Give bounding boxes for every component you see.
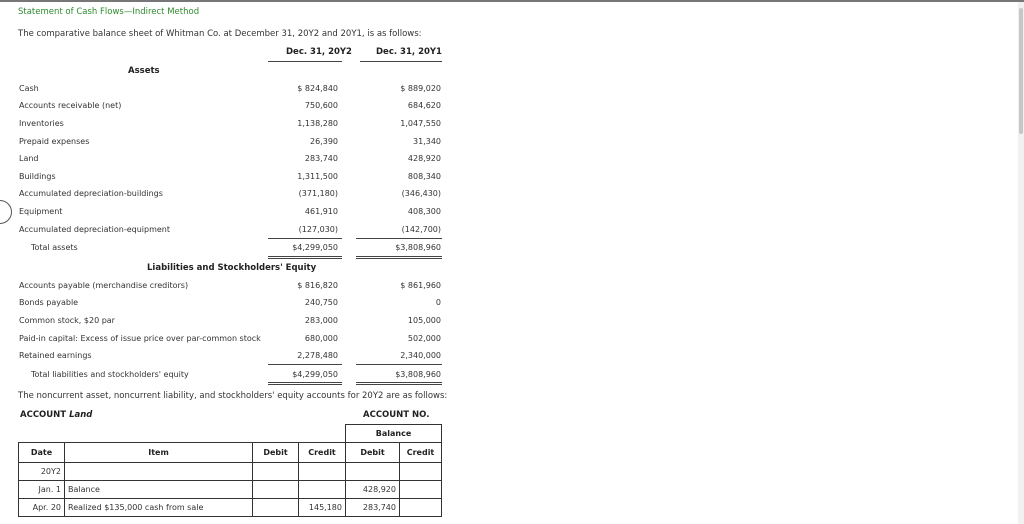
asset-value-y1: (142,700) (401, 225, 441, 234)
account-title (20, 410, 92, 420)
total-double-line-y2b (268, 258, 342, 259)
asset-value-y2: 750,600 (304, 101, 338, 110)
liability-value-y2: $ 816,820 (297, 281, 338, 290)
assets-title: Assets (128, 66, 160, 76)
account-name: Land (69, 410, 93, 420)
total-double-line-y1 (356, 256, 442, 257)
asset-value-y1: 408,300 (407, 207, 441, 216)
asset-label: Equipment (19, 207, 63, 216)
credit-cell: 145,180 (299, 499, 346, 517)
bal-debit-cell (346, 463, 400, 481)
scrollbar-thumb[interactable] (1019, 8, 1023, 134)
liability-value-y2: 240,750 (304, 298, 338, 307)
asset-value-y1: $ 889,020 (400, 84, 441, 93)
asset-label: Prepaid expenses (19, 137, 90, 146)
liability-value-y2: 2,278,480 (297, 351, 338, 360)
intro-text: The comparative balance sheet of Whitman Co. at December 31, 20Y2 and 20Y1, is as follows: (18, 29, 422, 39)
credit-header: Credit (299, 443, 346, 463)
asset-value-y2: (371,180) (298, 189, 338, 198)
asset-value-y2: 283,740 (304, 154, 338, 163)
account-number-label: ACCOUNT NO. (363, 410, 430, 420)
col-header-y1: Dec. 31, 20Y1 (376, 47, 442, 57)
total-liab-double-line-y2b (268, 384, 342, 385)
liability-value-y1: 0 (435, 298, 441, 307)
item-cell: Balance (65, 481, 253, 499)
date-cell: Apr. 20 (19, 499, 65, 517)
total-liab-y1: $3,808,960 (395, 370, 441, 379)
total-liab-double-line-y1b (356, 384, 442, 385)
col-header-y1-underline (360, 61, 442, 62)
date-header: Date (19, 443, 65, 463)
asset-value-y1: 1,047,550 (400, 119, 441, 128)
liability-label: Bonds payable (19, 298, 79, 307)
total-assets-y2: $4,299,050 (292, 243, 338, 252)
asset-value-y1: (346,430) (401, 189, 441, 198)
total-liab-double-line-y2 (268, 382, 342, 383)
liability-value-y1: 105,000 (407, 316, 441, 325)
total-assets-label: Total assets (31, 243, 78, 252)
asset-label: Accounts receivable (net) (19, 101, 122, 110)
page-heading: Statement of Cash Flows—Indirect Method (18, 7, 200, 17)
balance-debit-header: Debit (346, 443, 400, 463)
liability-value-y1: 502,000 (407, 334, 441, 343)
asset-value-y2: 461,910 (304, 207, 338, 216)
asset-value-y2: $ 824,840 (297, 84, 338, 93)
ledger-table (18, 424, 442, 517)
total-liab-label: Total liabilities and stockholders' equity (31, 370, 189, 379)
asset-value-y1: 428,920 (407, 154, 441, 163)
debit-cell (253, 463, 299, 481)
bal-credit-cell (400, 499, 442, 517)
asset-value-y1: 31,340 (413, 137, 441, 146)
asset-value-y2: 26,390 (310, 137, 338, 146)
balance-credit-header: Credit (400, 443, 442, 463)
item-cell: Realized $135,000 cash from sale (65, 499, 253, 517)
item-cell (65, 463, 253, 481)
subtotal-line-liab-y2 (268, 364, 342, 365)
asset-label: Cash (19, 84, 39, 93)
asset-label: Land (19, 154, 39, 163)
total-double-line-y1b (356, 258, 442, 259)
liability-value-y1: $ 861,960 (400, 281, 441, 290)
date-cell: Jan. 1 (19, 481, 65, 499)
subtotal-line-y1 (356, 238, 442, 239)
liability-value-y1: 2,340,000 (400, 351, 441, 360)
liability-value-y2: 680,000 (304, 334, 338, 343)
subtotal-line-y2 (268, 238, 342, 239)
asset-value-y2: 1,311,500 (297, 172, 338, 181)
debit-cell (253, 481, 299, 499)
liability-label: Paid-in capital: Excess of issue price over par-common stock (19, 334, 261, 343)
bal-credit-cell (400, 463, 442, 481)
asset-value-y1: 808,340 (407, 172, 441, 181)
subtotal-line-liab-y1 (356, 364, 442, 365)
asset-label: Buildings (19, 172, 56, 181)
top-border (0, 0, 1024, 2)
partial-circle-icon (0, 200, 12, 224)
col-header-y2: Dec. 31, 20Y2 (286, 47, 352, 57)
liability-label: Retained earnings (19, 351, 92, 360)
col-header-y2-underline (268, 61, 342, 62)
liability-value-y2: 283,000 (304, 316, 338, 325)
table-row (19, 481, 442, 499)
asset-label: Inventories (19, 119, 64, 128)
total-double-line-y2 (268, 256, 342, 257)
credit-cell (299, 481, 346, 499)
account-prefix: ACCOUNT (20, 410, 70, 420)
credit-cell (299, 463, 346, 481)
item-header: Item (65, 443, 253, 463)
table-row (19, 463, 442, 481)
asset-value-y1: 684,620 (407, 101, 441, 110)
asset-value-y2: (127,030) (298, 225, 338, 234)
balance-header: Balance (346, 425, 442, 443)
scrollbar[interactable] (1018, 2, 1024, 524)
liability-label: Accounts payable (merchandise creditors) (19, 281, 189, 290)
year-cell: 20Y2 (19, 463, 65, 481)
ledger-blank-header (19, 425, 346, 443)
total-liab-double-line-y1 (356, 382, 442, 383)
liabilities-title: Liabilities and Stockholders' Equity (147, 263, 317, 273)
total-liab-y2: $4,299,050 (292, 370, 338, 379)
debit-cell (253, 499, 299, 517)
total-assets-y1: $3,808,960 (395, 243, 441, 252)
asset-value-y2: 1,138,280 (297, 119, 338, 128)
liability-label: Common stock, $20 par (19, 316, 115, 325)
asset-label: Accumulated depreciation-equipment (19, 225, 171, 234)
bal-debit-cell: 428,920 (346, 481, 400, 499)
bal-credit-cell (400, 481, 442, 499)
asset-label: Accumulated depreciation-buildings (19, 189, 163, 198)
table-row (19, 499, 442, 517)
debit-header: Debit (253, 443, 299, 463)
bal-debit-cell: 283,740 (346, 499, 400, 517)
noncurrent-text: The noncurrent asset, noncurrent liability, and stockholders' equity accounts for 20Y2 are as follows: (18, 391, 448, 401)
